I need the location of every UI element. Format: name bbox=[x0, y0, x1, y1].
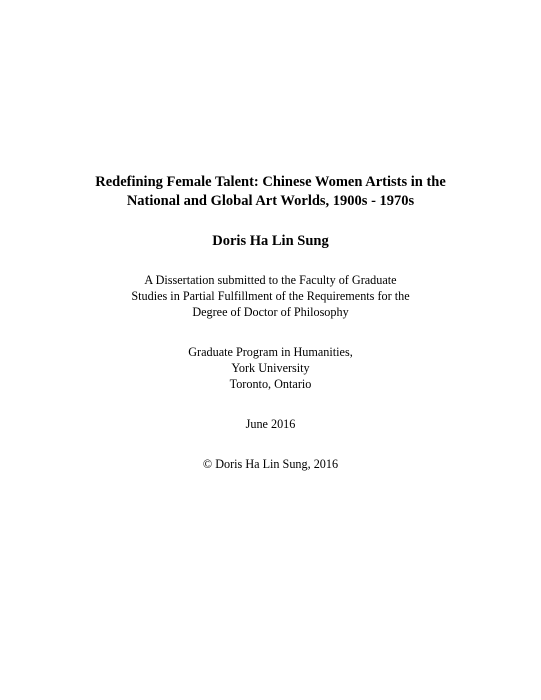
program-line-2: York University bbox=[231, 361, 310, 375]
statement-line-1: A Dissertation submitted to the Faculty of Graduate bbox=[144, 273, 397, 287]
submission-statement bbox=[0, 272, 541, 320]
date-line: June 2016 bbox=[245, 417, 296, 431]
copyright-line: © Doris Ha Lin Sung, 2016 bbox=[202, 457, 339, 471]
dissertation-title bbox=[0, 173, 541, 211]
author-name bbox=[0, 232, 541, 251]
program-affiliation bbox=[0, 344, 541, 392]
author-line: Doris Ha Lin Sung bbox=[212, 233, 329, 249]
copyright-notice bbox=[0, 456, 541, 472]
program-line-1: Graduate Program in Humanities, bbox=[188, 345, 353, 359]
title-line-2: National and Global Art Worlds, 1900s - 1970s bbox=[126, 193, 415, 209]
title-line-1: Redefining Female Talent: Chinese Women Artists in the bbox=[95, 174, 446, 190]
statement-line-2: Studies in Partial Fulfillment of the Requirements for the bbox=[131, 289, 410, 303]
program-line-3: Toronto, Ontario bbox=[229, 377, 312, 391]
statement-line-3: Degree of Doctor of Philosophy bbox=[192, 305, 349, 319]
submission-date bbox=[0, 416, 541, 432]
